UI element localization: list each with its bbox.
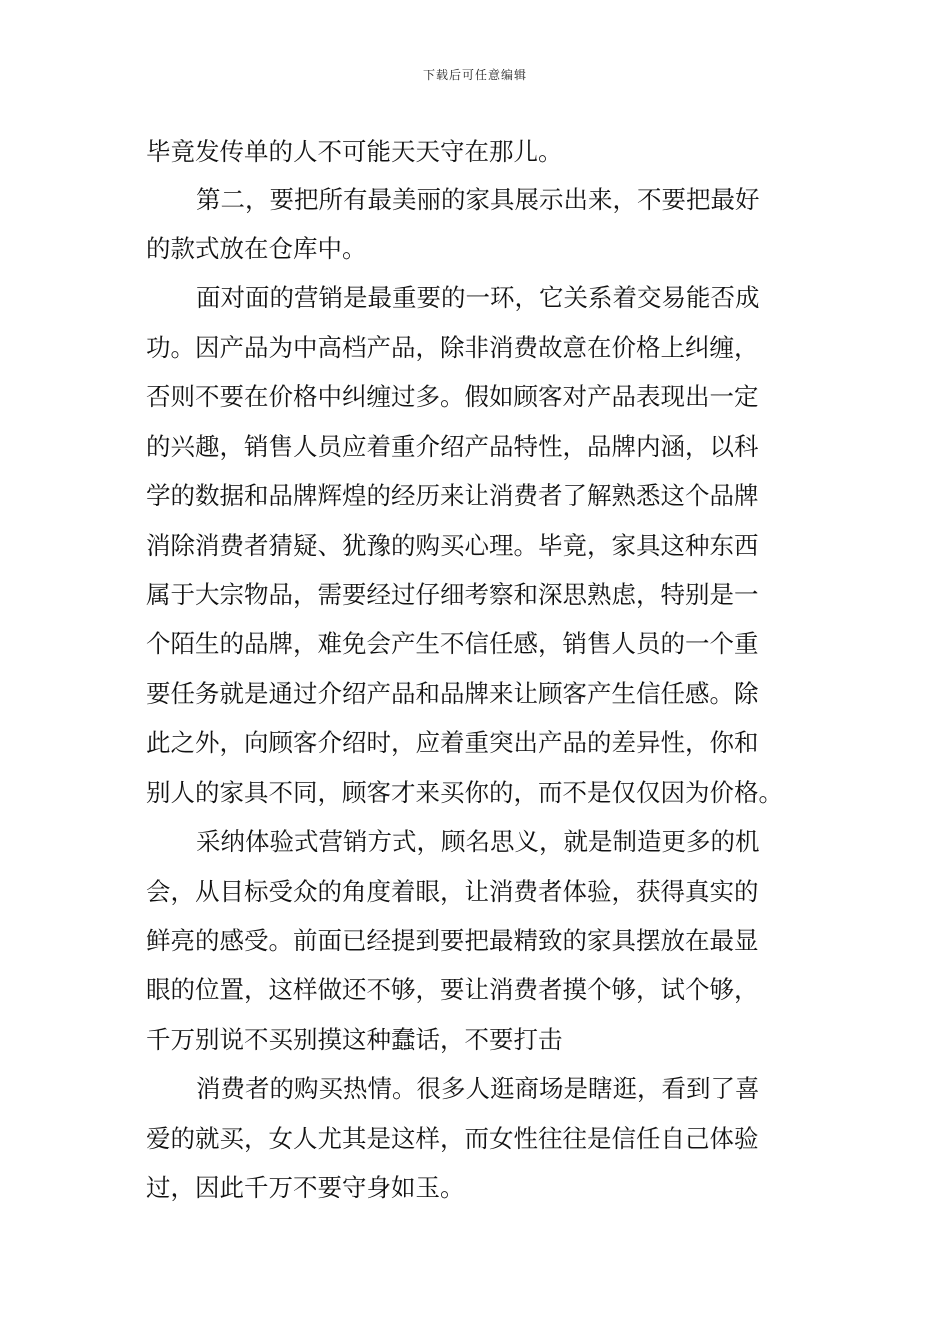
text-line: 个陌生的品牌，难免会产生不信任感，销售人员的一个重 (146, 629, 759, 658)
text-line: 否则不要在价格中纠缠过多。假如顾客对产品表现出一定 (146, 382, 759, 411)
text-line: 的兴趣，销售人员应着重介绍产品特性，品牌内涵，以科 (146, 432, 759, 461)
text-line: 会，从目标受众的角度着眼，让消费者体验，获得真实的 (146, 877, 759, 906)
text-line: 消除消费者猜疑、犹豫的购买心理。毕竟，家具这种东西 (146, 531, 759, 560)
text-line: 爱的就买，女人尤其是这样，而女性往往是信任自己体验 (146, 1124, 759, 1153)
text-line: 眼的位置，这样做还不够，要让消费者摸个够，试个够， (146, 975, 759, 1004)
text-line: 千万别说不买别摸这种蠢话，不要打击 (146, 1025, 563, 1054)
text-line: 此之外，向顾客介绍时，应着重突出产品的差异性，你和 (146, 728, 759, 757)
text-line: 鲜亮的感受。前面已经提到要把最精致的家具摆放在最显 (146, 926, 759, 955)
text-line: 学的数据和品牌辉煌的经历来让消费者了解熟悉这个品牌 (146, 481, 759, 510)
text-line: 面对面的营销是最重要的一环，它关系着交易能否成 (196, 283, 760, 312)
text-line: 功。因产品为中高档产品，除非消费故意在价格上纠缠， (146, 333, 759, 362)
text-line: 要任务就是通过介绍产品和品牌来让顾客产生信任感。除 (146, 679, 759, 708)
text-line: 毕竟发传单的人不可能天天守在那儿。 (146, 137, 563, 166)
text-line: 消费者的购买热情。很多人逛商场是瞎逛，看到了喜 (196, 1074, 760, 1103)
text-line: 采纳体验式营销方式，顾名思义，就是制造更多的机 (196, 827, 760, 856)
text-line: 过，因此千万不要守身如玉。 (146, 1173, 465, 1202)
text-line: 别人的家具不同，顾客才来买你的，而不是仅仅因为价格。 (146, 778, 783, 807)
text-line: 的款式放在仓库中。 (146, 234, 367, 263)
text-line: 第二，要把所有最美丽的家具展示出来，不要把最好 (196, 185, 760, 214)
page-header: 下载后可任意编辑 (422, 68, 527, 82)
text-line: 属于大宗物品，需要经过仔细考察和深思熟虑，特别是一 (146, 580, 759, 609)
